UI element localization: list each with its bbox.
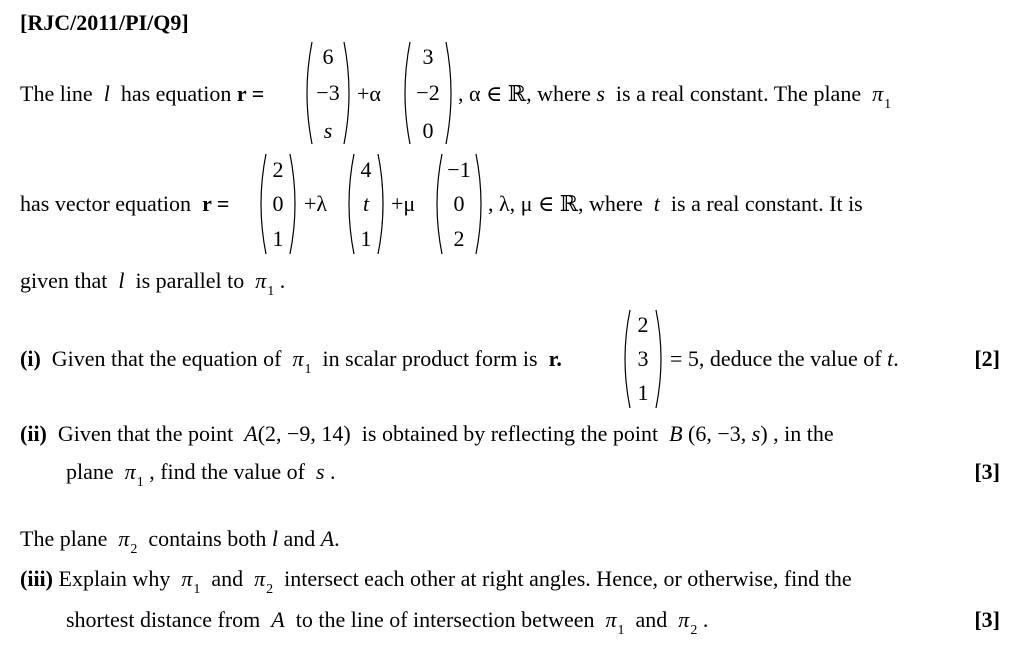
plus-lambda: +λ [304,191,328,216]
vector-entry: 2 [453,226,465,251]
part-iii-text-1: (iii) Explain why $\pi_1$ and $\pi_2$ intersect each other at right angles. Hence, or otherwise, find the [20,566,852,597]
plane-equation-text-2: , λ, μ ∈ ℝ, where t is a real constant. It is [488,191,863,216]
vector-entry: 1 [272,226,284,251]
vector-l-position [302,40,354,146]
vector-entry: 0 [422,118,434,143]
vector-entry: 0 [272,191,284,216]
vector-entry: −1 [447,157,471,182]
plane-equation-text-1: has vector equation r = [20,191,230,216]
plane-pi2-statement: The plane $\pi_2$ contains both l and A. [20,526,340,557]
part-i-text: (i) Given that the equation of $\pi_1$ in scalar product form is r. [20,346,562,377]
vector-entry: 1 [637,380,649,405]
plus-mu: +μ [391,191,416,216]
vector-entry: 2 [272,157,284,182]
vector-l-direction [400,40,456,146]
part-iii-text-2: shortest distance from A to the line of intersection between $\pi_1$ and $\pi_2$ . [66,607,709,638]
line-equation-text-2: , α ∈ ℝ, where s is a real constant. The plane $\pi_1$ [458,81,892,112]
vector-entry: −2 [416,80,440,105]
part-ii-text-2: plane $\pi_1$ , find the value of s . [66,459,336,490]
part-i-marks: [2] [974,346,1000,371]
question-reference: [RJC/2011/PI/Q9] [20,10,189,35]
plus-alpha: +α [357,81,381,106]
part-iii-marks: [3] [974,607,1000,632]
parallel-statement: given that l is parallel to $\pi_1$ . [20,268,286,299]
vector-entry: 3 [637,346,649,371]
part-i-text-2: = 5, deduce the value of t. [670,346,899,371]
vector-entry: 0 [453,191,465,216]
line-equation-text-1: The line l has equation r = [20,81,265,106]
vector-entry: 2 [637,312,649,337]
vector-entry: 4 [360,157,372,182]
vector-entry: 3 [422,44,434,69]
vector-entry: 6 [322,44,334,69]
vector-entry: 1 [360,226,372,251]
vector-pi1-normal [620,308,666,410]
vector-entry: −3 [316,80,340,105]
vector-entry: t [362,191,370,216]
part-ii-text-1: (ii) Given that the point A(2, −9, 14) is obtained by reflecting the point B (6, −3, s) , in the [20,421,834,446]
vector-entry: s [323,118,333,143]
part-ii-marks: [3] [974,459,1000,484]
vector-pi1-direction-2 [432,152,486,256]
vector-pi1-direction-1 [344,152,388,256]
vector-pi1-position [256,152,300,256]
